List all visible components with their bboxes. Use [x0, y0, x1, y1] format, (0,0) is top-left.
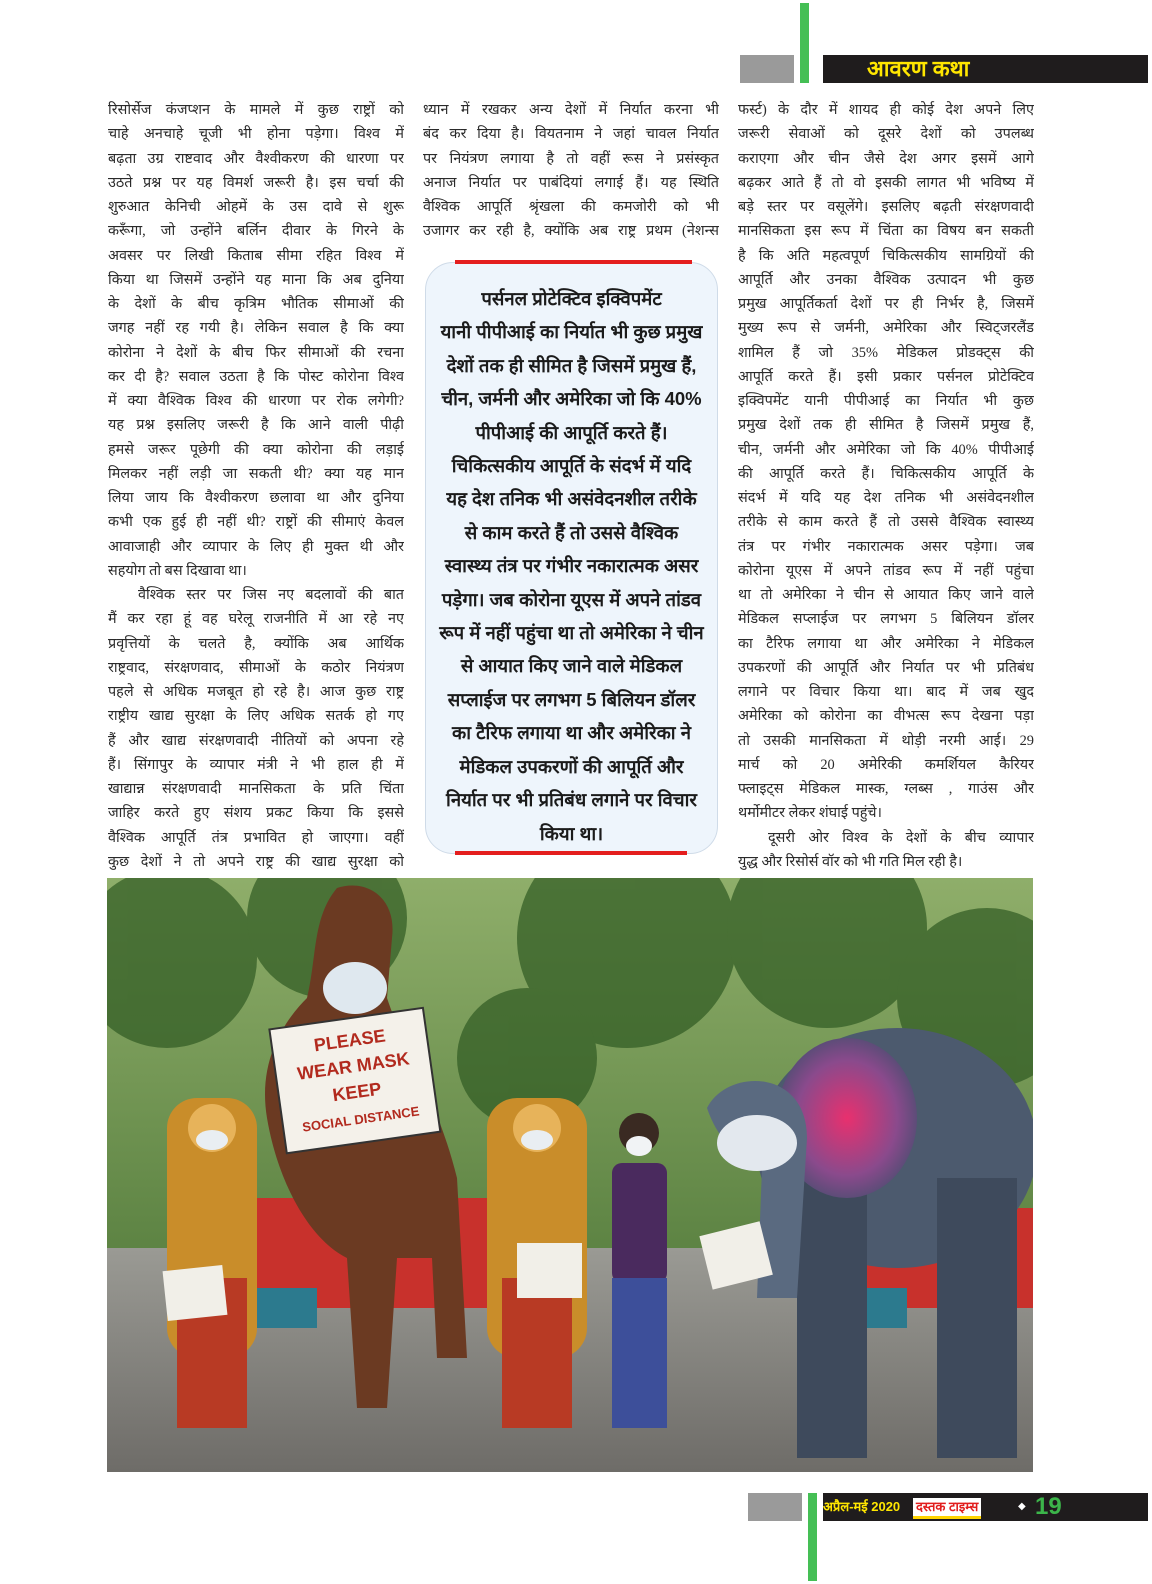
- pull-quote-line: यानी पीपीआई का निर्यात भी कुछ प्रमुख: [440, 321, 703, 343]
- text-line: मुख्य रूप से जर्मनी, अमेरिका और स्विट्जरलैंड: [738, 320, 1034, 337]
- text-line: कराएगा और चीन जैसे देश अगर इसमें आगे: [738, 150, 1034, 167]
- pull-quote-line: पड़ेगा। जब कोरोना यूएस में अपने तांडव: [441, 588, 702, 610]
- pull-quote-line: पीपीआई की आपूर्ति करते हैं।: [475, 421, 668, 443]
- pull-quote-line: रूप में नहीं पहुंचा था तो अमेरिका ने चीन: [439, 622, 704, 644]
- header-gray-block: [740, 55, 794, 83]
- text-line: जाहिर करते हुए संशय प्रकट किया कि इससे: [108, 805, 404, 822]
- footer-gray-block: [748, 1493, 802, 1521]
- section-title: आवरण कथा: [867, 56, 970, 81]
- text-line: लगाने पर विचार किया था। बाद में जब खुद: [738, 684, 1034, 700]
- header-green-bar: [800, 3, 809, 83]
- text-line: यह प्रश्न इसलिए जरूरी है कि आने वाली पीढ़ी: [108, 417, 404, 434]
- svg-text:SOCIAL DISTANCE: SOCIAL DISTANCE: [301, 1103, 421, 1135]
- footer-green-bar: [808, 1493, 817, 1581]
- pull-quote-line: चीन, जर्मनी और अमेरिका जो कि 40%: [441, 388, 702, 410]
- text-line: मैं कर रहा हूं वह घरेलू राजनीति में आ रहे नए: [108, 611, 404, 628]
- text-line: तरीके से काम करते हैं तो उससे वैश्विक स्वास्थ्य: [738, 514, 1034, 531]
- small-sign-left: [163, 1265, 228, 1321]
- pull-quote-line: यह देश तनिक भी असंवेदनशील तरीके: [446, 488, 697, 510]
- pull-quote-line: देशों तक ही सीमित है जिसमें प्रमुख हैं,: [446, 354, 697, 376]
- text-line: उपकरणों की आपूर्ति और निर्यात पर भी प्रतिबंध: [738, 659, 1034, 676]
- text-line: ध्यान में रखकर अन्य देशों में निर्यात करना भी: [423, 102, 719, 118]
- text-line: रिसोर्सेज कंजप्शन के मामले में कुछ राष्ट्रों को: [108, 102, 404, 118]
- statue-left: [167, 1098, 257, 1428]
- text-line: खाद्यान्न संरक्षणवादी मानसिकता के प्रति चिंता: [108, 781, 404, 797]
- text-line: प्रवृत्तियों के चलते है, क्योंकि अब आर्थिक: [108, 635, 404, 652]
- text-line: जरूरी सेवाओं को दूसरे देशों को उपलब्ध: [738, 126, 1034, 143]
- text-line: बढ़ता उग्र राष्टवाद और वैश्वीकरण की धारणा पर: [108, 150, 404, 167]
- text-line: किया था जिसमें उन्होंने यह माना कि अब दुनिया: [108, 271, 404, 288]
- text-line: के देशों के बीच कृत्रिम भौतिक सीमाओं की: [108, 296, 404, 312]
- text-line: आपूर्ति करते हैं। इसी प्रकार पर्सनल प्रोटेक्टिव: [738, 368, 1034, 385]
- pull-quote-bottom-rule: [455, 851, 687, 855]
- text-line: वैश्विक स्तर पर जिस नए बदलावों की बात: [138, 587, 404, 603]
- pull-quote-line: मेडिकल उपकरणों की आपूर्ति और: [459, 755, 684, 777]
- text-line: मानसिकता इस रूप में चिंता का विषय बन सकती: [738, 223, 1034, 240]
- photo-illustration: [107, 878, 1033, 1472]
- text-line: मिलकर नहीं लड़ी जा सकती थी? क्या यह मान: [108, 465, 404, 482]
- text-line: आपूर्ति और उनका वैश्विक उत्पादन भी कुछ: [738, 271, 1034, 288]
- text-line: चीन, जर्मनी और अमेरिका जो कि 40% पीपीआई: [738, 441, 1034, 458]
- magazine-logo: दस्तक टाइम्स: [913, 1498, 981, 1519]
- text-line: का टैरिफ लगाया था और अमेरिका ने मेडिकल: [738, 635, 1034, 652]
- issue-date: अप्रैल-मई 2020: [823, 1499, 901, 1514]
- text-line: तो उसकी मानसिकता में थोड़ी नरमी आई। 29: [738, 732, 1034, 749]
- text-line: प्रमुख आपूर्तिकर्ता देशों पर ही निर्भर है, जिसमें: [738, 296, 1034, 312]
- text-line: राष्ट्रीय खाद्य सुरक्षा के लिए अधिक सतर्क हो गए: [108, 708, 404, 725]
- text-line: कोरोना यूएस में अपने तांडव रूप में नहीं पहुंचा: [738, 562, 1034, 579]
- small-sign-middle: [517, 1243, 582, 1298]
- camel-mask: [323, 962, 387, 1014]
- text-line: जगह नहीं रह गयी है। लेकिन सवाल है कि क्या: [108, 320, 404, 337]
- pull-quote-line: किया था।: [539, 822, 604, 844]
- text-line: कुछ देशों ने तो अपने राष्ट्र की खाद्य सुरक्षा को: [108, 853, 404, 870]
- article-column-2: [423, 98, 719, 244]
- pull-quote-line: का टैरिफ लगाया था और अमेरिका ने: [452, 722, 691, 744]
- text-line: अमेरिका को कोरोना का वीभत्स रूप देखना पड़ा: [738, 708, 1034, 725]
- text-line: मेडिकल सप्लाईज पर लगभग 5 बिलियन डॉलर: [738, 611, 1034, 628]
- svg-text:PLEASE: PLEASE: [312, 1025, 387, 1056]
- separator-diamond: ◆: [1018, 1501, 1026, 1512]
- text-line: हैं और खाद्य संरक्षणवादी नीतियों को अपना रहे: [108, 732, 404, 749]
- text-line: फर्स्ट) के दौर में शायद ही कोई देश अपने लिए: [738, 102, 1034, 118]
- text-line: कोरोना ने देशों के बीच फिर सीमाओं की रचना: [108, 344, 404, 361]
- text-line: तंत्र पर गंभीर नकारात्मक असर पड़ेगा। जब: [738, 538, 1034, 555]
- text-line: पर नियंत्रण लगाया है तो वहीं रूस ने प्रसंस्कृत: [423, 150, 719, 167]
- text-line: अनाज निर्यात पर पाबंदियां लगाई हैं। यह स्थिति: [423, 174, 719, 191]
- article-column-1: [108, 98, 404, 874]
- text-line: बड़े स्तर पर वसूलेंगे। इसलिए बढ़ती संरक्षणवादी: [738, 199, 1034, 215]
- text-line: संदर्भ में यदि यह देश तनिक भी असंवेदनशील: [738, 490, 1034, 506]
- cover-photo: [107, 878, 1033, 1472]
- pull-quote-line: पर्सनल प्रोटेक्टिव इक्विपमेंट: [481, 288, 662, 309]
- text-line: इक्विपमेंट यानी पीपीआई का निर्यात भी कुछ: [738, 393, 1034, 409]
- pull-quote-top-rule: [455, 260, 692, 264]
- text-line: मार्च को 20 अमेरिकी कमर्शियल कैरियर: [738, 756, 1034, 773]
- text-line: कभी एक हुई ही नहीं थी? राष्ट्रों की सीमाएं केवल: [108, 514, 404, 531]
- text-line: था तो अमेरिका ने चीन से आयात किए जाने वाले: [738, 587, 1034, 603]
- pull-quote-line: सप्लाईज पर लगभग 5 बिलियन डॉलर: [447, 688, 696, 710]
- footer-bar: [823, 1493, 1148, 1521]
- text-line: पहले से अधिक मजबूत हो रहे है। आज कुछ राष्ट्र: [108, 684, 404, 700]
- text-line: वैश्विक आपूर्ति श्रृंखला की कमजोरी को भी: [423, 199, 719, 215]
- pull-quote-line: चिकित्सकीय आपूर्ति के संदर्भ में यदि: [451, 455, 692, 477]
- text-line: लिया जाय कि वैश्वीकरण छलावा था और दुनिया: [108, 490, 404, 506]
- text-line: वैश्विक आपूर्ति तंत्र प्रभावित हो जाएगा। वहीं: [108, 829, 404, 846]
- text-line: राष्ट्रवाद, संरक्षणवाद, सीमाओं के कठोर नियंत्रण: [108, 659, 404, 676]
- text-line: शामिल हैं जो 35% मेडिकल प्रोडक्ट्स की: [738, 344, 1034, 361]
- text-line: हैं। सिंगापुर के व्यापार मंत्री ने भी हाल ही में: [108, 756, 404, 773]
- svg-text:WEAR MASK: WEAR MASK: [295, 1048, 411, 1084]
- text-line: दूसरी ओर विश्व के देशों के बीच व्यापार: [768, 829, 1034, 846]
- page-number: 19: [1035, 1493, 1062, 1520]
- text-line: की आपूर्ति करते हैं। चिकित्सकीय आपूर्ति के: [738, 465, 1034, 482]
- text-line: बंद कर दिया है। वियतनाम ने जहां चावल निर्यात: [423, 126, 719, 143]
- text-line: कर दी है? सवाल उठता है कि पोस्ट कोरोना विश्व: [108, 368, 404, 385]
- text-line: थर्मोमीटर लेकर शंघाई पहुंचे।: [738, 805, 882, 822]
- please-wear-mask-sign: [269, 1008, 440, 1153]
- text-line: शुरुआत केनिची ओहमें के उस दावे से शुरू: [108, 199, 404, 215]
- pull-quote-text: [425, 282, 718, 850]
- text-line: युद्ध और रिसोर्स वॉर को भी गति मिल रही है।: [738, 853, 963, 870]
- text-line: प्रमुख देशों तक ही सीमित है जिसमें प्रमुख हैं,: [738, 417, 1034, 434]
- text-line: फ्लाइट्स मेडिकल मास्क, ग्लब्स , गाउंस और: [738, 781, 1034, 797]
- text-line: सहयोग तो बस दिखावा था।: [108, 562, 247, 579]
- text-line: चाहे अनचाहे चूजी भी होना पड़ेगा। विश्व में: [108, 126, 404, 143]
- text-line: उठते प्रश्न पर यह विमर्श जरूरी है। इस चर्चा की: [108, 174, 404, 191]
- pull-quote-line: से आयात किए जाने वाले मेडिकल: [460, 655, 683, 677]
- text-line: करूँगा, जो उन्होंने बर्लिन दीवार के गिरने के: [108, 223, 404, 240]
- section-header-bar: [823, 55, 1148, 83]
- pull-quote-line: से काम करते हैं तो उससे वैश्विक: [464, 521, 679, 543]
- pull-quote-line: निर्यात पर भी प्रतिबंध लगाने पर विचार: [446, 789, 697, 811]
- text-line: आवाजाही और व्यापार के लिए ही मुक्त थी और: [108, 538, 404, 555]
- text-line: अवसर पर लिखी किताब सीमा रहित विश्व में: [108, 247, 404, 264]
- text-line: में क्या वैश्विक विश्व की धारणा पर रोक लगेगी?: [108, 393, 404, 409]
- pull-quote-line: स्वास्थ्य तंत्र पर गंभीर नकारात्मक असर: [444, 555, 699, 577]
- article-column-3: [738, 98, 1034, 874]
- text-line: हमसे जरूर पूछेगी की क्या कोरोना की लड़ाई: [108, 441, 404, 458]
- elephant-mask: [717, 1115, 797, 1171]
- text-line: बढ़कर आते हैं तो वो इसकी लागत भी भविष्य में: [738, 174, 1034, 191]
- text-line: उजागर कर रही है, क्योंकि अब राष्ट्र प्रथम (नेशन्स: [423, 223, 719, 240]
- text-line: है कि अति महत्वपूर्ण चिकित्सकीय सामग्रियों की: [738, 247, 1034, 264]
- svg-text:KEEP: KEEP: [331, 1078, 383, 1106]
